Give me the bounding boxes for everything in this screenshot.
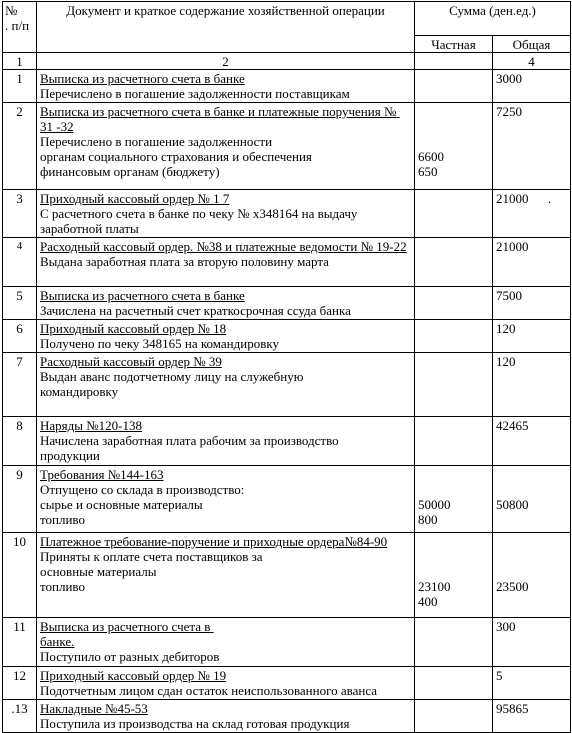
partial-amount: [415, 700, 493, 733]
total-amount: 21000 .: [493, 190, 571, 238]
col-number-header: [3, 2, 37, 53]
partial-amount-cell: [415, 103, 493, 190]
row-number: 7: [3, 353, 37, 417]
table-row: [3, 70, 571, 103]
operation-description: Получено по чеку 348165 на командировку: [40, 336, 279, 351]
table-row: [3, 533, 571, 618]
operation-cell: [37, 417, 415, 466]
row-number: .13: [3, 700, 37, 733]
total-amount: 95865: [493, 700, 571, 733]
document-name: Наряды №120-138: [40, 418, 142, 433]
partial-amount-cell: [415, 466, 493, 533]
operation-description: продукции: [40, 448, 100, 463]
operation-description: Зачислена на расчетный счет краткосрочная ссуда банка: [40, 303, 351, 318]
total-amount: 7500: [493, 287, 571, 320]
document-name: Выписка из расчетного счета в банке.: [40, 619, 214, 649]
operation-cell: [37, 70, 415, 103]
partial-amount: [415, 238, 493, 287]
document-name: Приходный кассовый ордер № 18: [40, 321, 227, 336]
row-number: 2: [3, 103, 37, 190]
total-amount: 300: [493, 618, 571, 667]
operation-cell: [37, 667, 415, 700]
row-number: 4: [3, 238, 37, 287]
total-amount: 50800: [496, 497, 529, 512]
partial-amount: [415, 417, 493, 466]
table-row: [3, 190, 571, 238]
column-index-row: [3, 53, 571, 70]
row-number: 5: [3, 287, 37, 320]
total-amount: 3000: [493, 70, 571, 103]
document-name: Требования №144-163: [40, 467, 164, 482]
operation-cell: [37, 618, 415, 667]
partial-amount: 23100 400: [418, 579, 451, 609]
row-number: 10: [3, 533, 37, 618]
document-name: Приходный кассовый ордер № 19: [40, 668, 227, 683]
table-row: [3, 353, 571, 417]
total-amount-cell: [493, 466, 571, 533]
col-index-4: 4: [493, 53, 571, 70]
col-sum-header: Сумма (ден.ед.): [415, 2, 571, 36]
operation-description: топливо: [40, 512, 85, 527]
table-row: [3, 667, 571, 700]
operation-cell: [37, 238, 415, 287]
number-sign: №: [5, 3, 18, 18]
partial-amount: [415, 70, 493, 103]
partial-amount: [415, 190, 493, 238]
document-name: Расходный кассовый ордер № 39: [40, 354, 222, 369]
operation-description: основные материалы: [40, 564, 157, 579]
col-index-3: [415, 53, 493, 70]
document-name: Расходный кассовый ордер. №38 и платежные ведомости № 19-22: [40, 239, 407, 254]
operation-description: Выдан аванс подотчетному лицу на служебную: [40, 369, 304, 384]
row-number: 12: [3, 667, 37, 700]
total-amount: 7250: [493, 103, 571, 190]
partial-amount: [415, 667, 493, 700]
partial-amount: [415, 320, 493, 353]
operation-description: финансовым органам (бюджету): [40, 164, 220, 179]
table-row: [3, 618, 571, 667]
table-row: [3, 287, 571, 320]
total-amount: 120: [493, 353, 571, 417]
operation-description: органам социального страхования и обеспечения: [40, 149, 312, 164]
operation-cell: [37, 700, 415, 733]
operation-description: топливо: [40, 579, 85, 594]
row-number: 9: [3, 466, 37, 533]
document-name: Выписка из расчетного счета в банке и платежные поручения № 31 -32: [40, 104, 400, 134]
total-amount: 120: [493, 320, 571, 353]
header-row: [3, 2, 571, 36]
operation-description: Приняты к оплате счета поставщиков за: [40, 549, 263, 564]
operations-table: [2, 1, 571, 733]
col-index-2: 2: [37, 53, 415, 70]
row-number: 1: [3, 70, 37, 103]
table-row: [3, 238, 571, 287]
col-document-header: Документ и краткое содержание хозяйственной операции: [37, 2, 415, 53]
number-subtext: . п/п: [5, 18, 30, 33]
total-amount: 42465: [493, 417, 571, 466]
table-row: [3, 103, 571, 190]
col-total-header: Общая: [493, 36, 571, 53]
row-number: 3: [3, 190, 37, 238]
partial-amount: [415, 618, 493, 667]
partial-amount: 50000 800: [418, 497, 451, 527]
operation-description: Отпущено со склада в производство:: [40, 482, 245, 497]
partial-amount-cell: [415, 533, 493, 618]
operation-description: Перечислено в погашение задолженности: [40, 134, 273, 149]
operation-description: Подотчетным лицом сдан остаток неиспользованного аванса: [40, 683, 378, 698]
partial-amount: 6600 650: [418, 149, 444, 179]
col-index-1: 1: [3, 53, 37, 70]
document-name: Выписка из расчетного счета в банке: [40, 71, 245, 86]
operation-description: Перечислено в погашение задолженности поставщикам: [40, 86, 350, 101]
document-name: Накладные №45-53: [40, 701, 148, 716]
operation-description: Поступило от разных дебиторов: [40, 649, 220, 664]
operation-description: сырье и основные материалы: [40, 497, 203, 512]
table-row: [3, 320, 571, 353]
operation-description: Поступила из производства на склад готовая продукция: [40, 716, 350, 731]
operation-cell: [37, 466, 415, 533]
total-amount-cell: [493, 533, 571, 618]
table-row: [3, 466, 571, 533]
operation-cell: [37, 287, 415, 320]
total-amount: 21000: [493, 238, 571, 287]
table-row: [3, 417, 571, 466]
row-number: 8: [3, 417, 37, 466]
operation-description: заработной платы: [40, 221, 139, 236]
operation-cell: [37, 533, 415, 618]
operation-cell: [37, 320, 415, 353]
table-row: [3, 700, 571, 733]
operation-cell: [37, 353, 415, 417]
row-number: 11: [3, 618, 37, 667]
total-amount: 5: [493, 667, 571, 700]
operation-description: командировку: [40, 384, 119, 399]
partial-amount: [415, 287, 493, 320]
document-name: Приходный кассовый ордер № 1 7: [40, 191, 230, 206]
document-name: Платежное требование-поручение и приходные ордера№84-90: [40, 534, 388, 549]
partial-amount: [415, 353, 493, 417]
operation-cell: [37, 190, 415, 238]
operation-description: С расчетного счета в банке по чеку № х348164 на выдачу: [40, 206, 358, 221]
operation-description: Выдана заработная плата за вторую половину марта: [40, 254, 329, 269]
operation-cell: [37, 103, 415, 190]
total-amount: 23500: [496, 579, 529, 594]
col-partial-header: Частная: [415, 36, 493, 53]
row-number: 6: [3, 320, 37, 353]
document-name: Выписка из расчетного счета в банке: [40, 288, 245, 303]
operation-description: Начислена заработная плата рабочим за производство: [40, 433, 339, 448]
